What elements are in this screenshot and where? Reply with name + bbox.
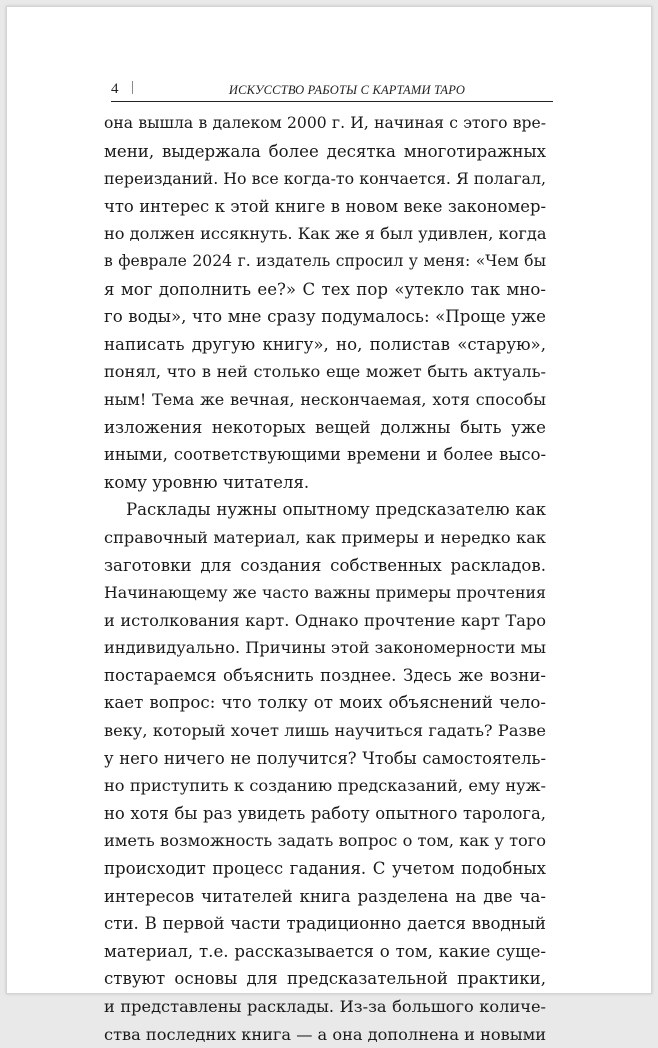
page-number: 4 [111, 81, 119, 97]
text-line: написать другую книгу», но, полистав «старую», [104, 334, 546, 354]
page-header [111, 79, 553, 102]
header-separator: | [131, 79, 135, 95]
text-line: ства последних книга — а она дополнена и новыми [104, 1024, 546, 1044]
text-line: но хотя бы раз увидеть работу опытного таролога, [104, 803, 546, 823]
paragraph-1 [104, 110, 546, 496]
running-title: ИСКУССТВО РАБОТЫ С КАРТАМИ ТАРО [228, 83, 466, 97]
text-line: кому уровню читателя. [104, 472, 310, 492]
text-line: справочный материал, как примеры и нередко как [104, 527, 546, 547]
text-line: интересов читателей книга разделена на две ча- [104, 886, 546, 906]
text-line: но приступить к созданию предсказаний, ему нуж- [104, 776, 546, 796]
text-line: индивидуально. Причины этой закономерности мы [104, 638, 546, 658]
text-line: ным! Тема же вечная, нескончаемая, хотя способы [104, 389, 546, 409]
text-line: кает вопрос: что толку от моих объяснений чело- [104, 693, 546, 713]
text-line: Расклады нужны опытному предсказателю как [126, 500, 546, 520]
text-line: заготовки для создания собственных раскладов. [104, 555, 546, 575]
text-line: переизданий. Но все когда-то кончается. Я полагал, [104, 169, 546, 189]
text-line: в феврале 2024 г. издатель спросил у меня: «Чем бы [104, 251, 546, 270]
text-line: веку, который хочет лишь научиться гадать? Разве [104, 721, 546, 741]
text-line: Начинающему же часто важны примеры прочтения [104, 583, 546, 603]
text-line: иметь возможность задать вопрос о том, как у того [104, 831, 546, 851]
text-line: сти. В первой части традиционно дается вводный [104, 914, 546, 934]
paragraph-2 [104, 496, 546, 1048]
text-line: иными, соответствующими времени и более высо- [104, 445, 546, 465]
text-line: что интерес к этой книге в новом веке закономер- [104, 196, 546, 216]
text-line: материал, т.е. рассказывается о том, какие суще- [104, 941, 546, 961]
text-line: постараемся объяснить позднее. Здесь же возни- [104, 665, 546, 685]
text-line: она вышла в далеком 2000 г. И, начиная с этого вре- [104, 114, 546, 132]
text-line: и истолкования карт. Однако прочтение карт Таро [104, 610, 546, 630]
text-line: но должен иссякнуть. Как же я был удивлен, когда [104, 224, 547, 244]
text-line: изложения некоторых вещей должны быть уже [104, 417, 546, 437]
text-line: понял, что в ней столько еще может быть актуаль- [104, 362, 546, 382]
text-line: я мог дополнить ее?» С тех пор «утекло так мно- [104, 279, 546, 299]
text-line: происходит процесс гадания. С учетом подобных [104, 859, 546, 879]
text-line: у него ничего не получится? Чтобы самостоятель- [104, 748, 546, 768]
body-text [104, 110, 546, 1048]
text-line: го воды», что мне сразу подумалось: «Проще уже [104, 307, 546, 327]
text-line: мени, выдержала более десятка многотиражных [104, 141, 546, 161]
text-line: и представлены расклады. Из-за большого количе- [104, 997, 546, 1016]
text-line: ствуют основы для предсказательной практики, [104, 969, 546, 989]
